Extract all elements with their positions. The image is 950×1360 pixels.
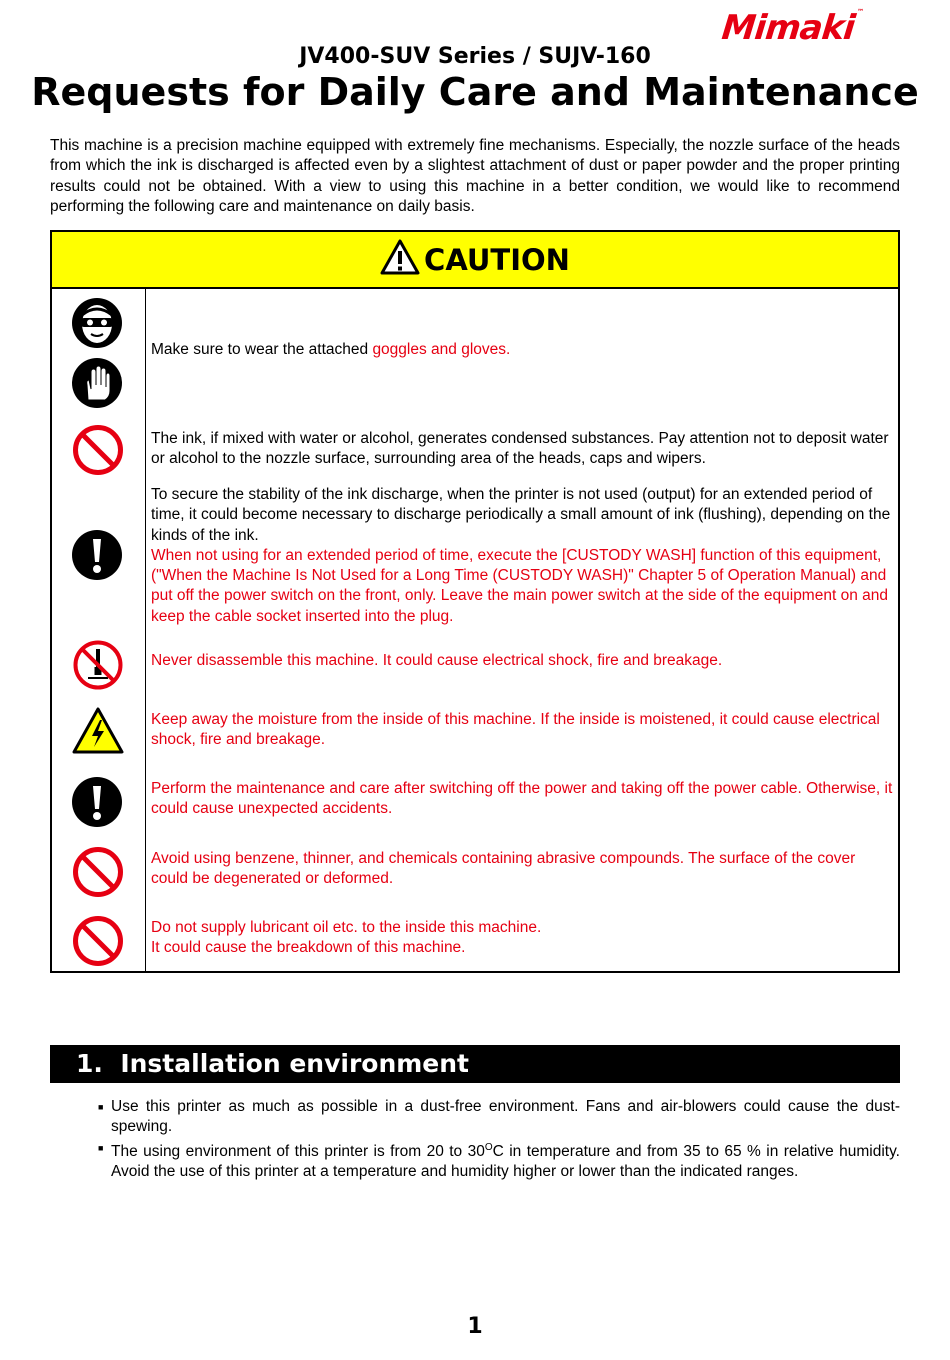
section-title-text: Installation environment [120,1049,470,1078]
section-title [76,1045,469,1083]
prohibition-icon [72,846,124,898]
intro-paragraph: This machine is a precision machine equipped with extremely fine mechanisms. Especially, the nozzle surface of the heads from which the ink is discharged is affected even by a slightest attachment of dust or paper powder and the proper printing results could not be obtained. With a view to using this machine in a better condition, we would like to recommend performing the following care and maintenance on daily basis. [50,137,900,215]
no-disassembly-icon [72,639,124,691]
bullet-text-cont: C in temperature and from 35 to 65 % in relative humidity. Avoid the use of this printer at a temperature and humidity higher or lower than the indicated ranges. [111,1142,900,1181]
electric-shock-warning-icon [71,706,125,756]
page-number: 1 [467,1314,483,1339]
caution-item-water-alcohol [151,429,896,470]
caution-item-power-off: Perform the maintenance and care after switching off the power and taking off the power cable. Otherwise, it could cause unexpected accidents. [151,780,893,818]
caution-title [52,232,898,287]
brand-name: Mimaki [719,8,857,48]
item-text-line: Do not supply lubricant oil etc. to the inside this machine. [151,919,542,936]
trademark-mark: ™ [856,8,864,16]
item-text-warning: When not using for an extended period of time, execute the [CUSTODY WASH] function of this equipment, ("When the Machine Is Not Used for a Long Time (CUSTODY WASH)" Chapter 5 of Operation Manual) and put off the power switch on the front, only. Leave the main power switch at the side of the equipment on and keep the cable socket inserted into the plug. [151,546,888,625]
column-divider [145,289,146,971]
mandatory-exclamation-icon [71,529,123,581]
item-text: To secure the stability of the ink discharge, when the printer is not used (output) for an extended period of time, it could become necessary to discharge periodically a small amount of ink (flushing), depending on the kinds of the ink. [151,486,891,544]
section-heading-bar [50,1045,900,1083]
caution-item-moisture: Keep away the moisture from the inside of this machine. If the inside is moistened, it could cause electrical shock, fire and breakage. [151,711,880,749]
page-title: Requests for Daily Care and Maintenance [31,70,919,114]
degree-superscript: O [484,1141,493,1153]
series-subtitle: JV400-SUV Series / SUJV-160 [299,44,651,69]
caution-item-custody-wash [151,485,896,627]
list-item [98,1138,900,1183]
section-number: 1. [76,1049,103,1078]
item-text-line: It could cause the breakdown of this machine. [151,939,466,957]
installation-bullet-list [98,1097,900,1182]
prohibition-icon [72,915,124,967]
caution-label: CAUTION [424,242,570,277]
bullet-square-icon: ■ [98,1142,104,1153]
item-text-end: . [506,341,511,358]
prohibition-icon [72,424,124,476]
warning-triangle-icon [380,239,420,280]
caution-box [50,230,900,973]
mimaki-logo [720,8,863,48]
bullet-text: The using environment of this printer is from 20 to 30 [111,1142,485,1160]
caution-item-ppe [151,340,896,360]
caution-item-disassembly: Never disassemble this machine. It could cause electrical shock, fire and breakage. [151,652,723,669]
gloves-icon [71,357,123,409]
list-item [98,1097,900,1138]
caution-item-lubricant [151,918,896,959]
mandatory-exclamation-icon [71,776,123,828]
bullet-square-icon: ■ [98,1102,104,1112]
item-text: Make sure to wear the attached [151,341,373,358]
caution-item-chemicals: Avoid using benzene, thinner, and chemicals containing abrasive compounds. The surface of the cover could be degenerated or deformed. [151,850,856,888]
goggles-icon [71,297,123,349]
item-text: The ink, if mixed with water or alcohol, generates condensed substances. Pay attention not to deposit water or alcohol to the nozzle surface, surrounding area of the heads, caps and wipers. [151,430,889,468]
bullet-text: Use this printer as much as possible in a dust-free environment. Fans and air-blowers could cause the dust-spewing. [111,1098,900,1136]
item-text-highlight: goggles and gloves [372,341,507,358]
